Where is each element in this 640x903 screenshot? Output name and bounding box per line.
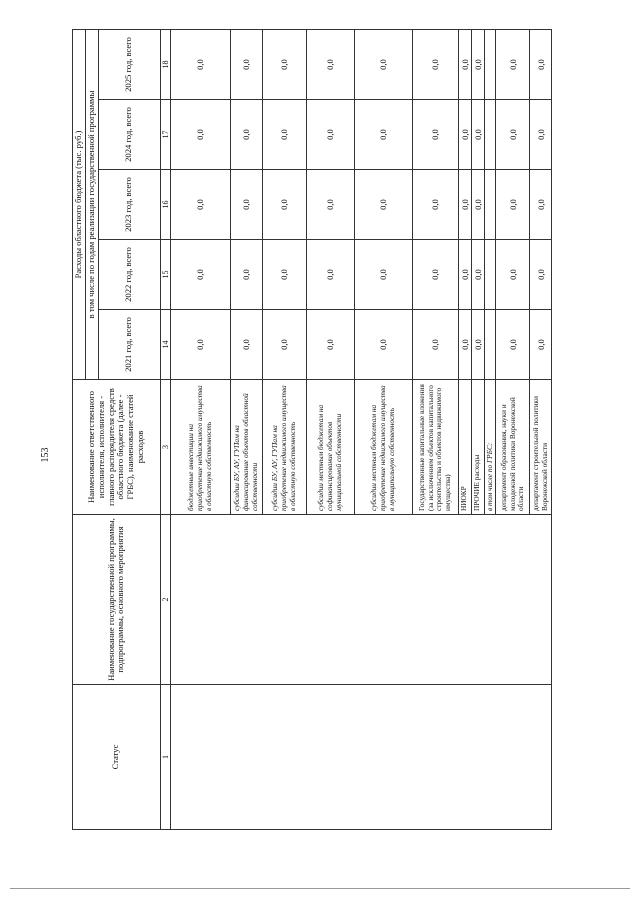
- value-cell: 0,0: [471, 100, 484, 170]
- header-executor: Наименование ответственного исполнителя, исполнителя - главного распорядителя средств областного бюджета (далее - ГРБС), наименование статей расходов: [73, 380, 161, 515]
- value-cell: 0,0: [458, 30, 471, 100]
- table-row: [170, 30, 230, 830]
- column-number: 17: [160, 100, 170, 170]
- column-numbers-row: [160, 30, 170, 830]
- value-cell: 0,0: [262, 170, 306, 240]
- column-number: 16: [160, 170, 170, 240]
- value-cell: 0,0: [412, 100, 458, 170]
- value-cell: [484, 30, 496, 100]
- value-cell: 0,0: [496, 100, 530, 170]
- header-year-2024: 2024 год, всего: [98, 100, 160, 170]
- header-by-years: в том числе по годам реализации государственной программы: [85, 30, 98, 380]
- value-cell: 0,0: [412, 30, 458, 100]
- value-cell: 0,0: [262, 30, 306, 100]
- value-cell: 0,0: [354, 240, 412, 310]
- value-cell: 0,0: [230, 310, 262, 380]
- column-number: 1: [160, 685, 170, 830]
- value-cell: 0,0: [496, 170, 530, 240]
- header-program: Наименование государственной программы, подпрограммы, основного мероприятия: [73, 515, 161, 685]
- value-cell: 0,0: [458, 100, 471, 170]
- value-cell: 0,0: [458, 240, 471, 310]
- value-cell: 0,0: [412, 170, 458, 240]
- value-cell: 0,0: [530, 170, 552, 240]
- value-cell: 0,0: [471, 310, 484, 380]
- column-number: 14: [160, 310, 170, 380]
- value-cell: 0,0: [170, 170, 230, 240]
- value-cell: 0,0: [170, 100, 230, 170]
- value-cell: 0,0: [262, 100, 306, 170]
- value-cell: 0,0: [458, 170, 471, 240]
- header-year-2023: 2023 год, всего: [98, 170, 160, 240]
- column-number: 3: [160, 380, 170, 515]
- value-cell: 0,0: [230, 240, 262, 310]
- value-cell: 0,0: [306, 170, 354, 240]
- value-cell: 0,0: [458, 310, 471, 380]
- value-cell: 0,0: [306, 30, 354, 100]
- value-cell: 0,0: [170, 240, 230, 310]
- row-label: субсидии БУ, АУ, ГУПам на приобретение недвижимого имущества в областную собственность: [262, 380, 306, 515]
- row-label: ПРОЧИЕ расходы: [471, 380, 484, 515]
- bottom-scan-line: [10, 888, 630, 889]
- value-cell: 0,0: [496, 240, 530, 310]
- value-cell: 0,0: [412, 310, 458, 380]
- row-label: в том числе по ГРБС:: [484, 380, 496, 515]
- value-cell: 0,0: [471, 240, 484, 310]
- value-cell: 0,0: [170, 30, 230, 100]
- value-cell: 0,0: [530, 100, 552, 170]
- value-cell: [484, 170, 496, 240]
- budget-table: [72, 29, 552, 830]
- value-cell: 0,0: [471, 170, 484, 240]
- column-number: 18: [160, 30, 170, 100]
- value-cell: 0,0: [306, 100, 354, 170]
- row-label: Государственные капитальные вложения (за исключением объектов капитального строительства и объектов недвижимого имущества): [412, 380, 458, 515]
- row-label: НИОКР: [458, 380, 471, 515]
- row-label: департамент образования, науки и молодежной политики Воронежской области: [496, 380, 530, 515]
- row-label: бюджетные инвестиции на приобретение недвижимого имущества в областную собственность: [170, 380, 230, 515]
- value-cell: 0,0: [471, 30, 484, 100]
- value-cell: 0,0: [354, 170, 412, 240]
- status-cell: [170, 685, 552, 830]
- value-cell: 0,0: [230, 170, 262, 240]
- value-cell: 0,0: [412, 240, 458, 310]
- value-cell: 0,0: [170, 310, 230, 380]
- header-status: Статус: [73, 685, 161, 830]
- row-label: субсидии местным бюджетам на софинансирование объектов муниципальной собственности: [306, 380, 354, 515]
- header-year-2025: 2025 год, всего: [98, 30, 160, 100]
- column-number: 2: [160, 515, 170, 685]
- value-cell: 0,0: [354, 30, 412, 100]
- row-label: субсидии местным бюджетам на приобретение недвижимого имущества в муниципальную собственность: [354, 380, 412, 515]
- value-cell: 0,0: [496, 310, 530, 380]
- row-label: субсидии БУ, АУ, ГУПам на финансирование объектов областной собственности: [230, 380, 262, 515]
- value-cell: 0,0: [230, 30, 262, 100]
- value-cell: 0,0: [306, 240, 354, 310]
- header-budget: Расходы областного бюджета (тыс. руб.): [73, 30, 86, 380]
- row-label: департамент строительной политики Воронежской области: [530, 380, 552, 515]
- value-cell: 0,0: [354, 310, 412, 380]
- value-cell: 0,0: [354, 100, 412, 170]
- page-number: 153: [40, 447, 51, 463]
- header-year-2022: 2022 год, всего: [98, 240, 160, 310]
- value-cell: 0,0: [306, 310, 354, 380]
- value-cell: 0,0: [262, 310, 306, 380]
- header-year-2021: 2021 год, всего: [98, 310, 160, 380]
- value-cell: 0,0: [530, 310, 552, 380]
- value-cell: 0,0: [530, 30, 552, 100]
- column-number: 15: [160, 240, 170, 310]
- value-cell: [484, 240, 496, 310]
- value-cell: 0,0: [262, 240, 306, 310]
- value-cell: [484, 100, 496, 170]
- value-cell: 0,0: [530, 240, 552, 310]
- program-cell: [170, 515, 552, 685]
- rotated-table-page: [72, 30, 612, 830]
- value-cell: 0,0: [230, 100, 262, 170]
- value-cell: 0,0: [496, 30, 530, 100]
- value-cell: [484, 310, 496, 380]
